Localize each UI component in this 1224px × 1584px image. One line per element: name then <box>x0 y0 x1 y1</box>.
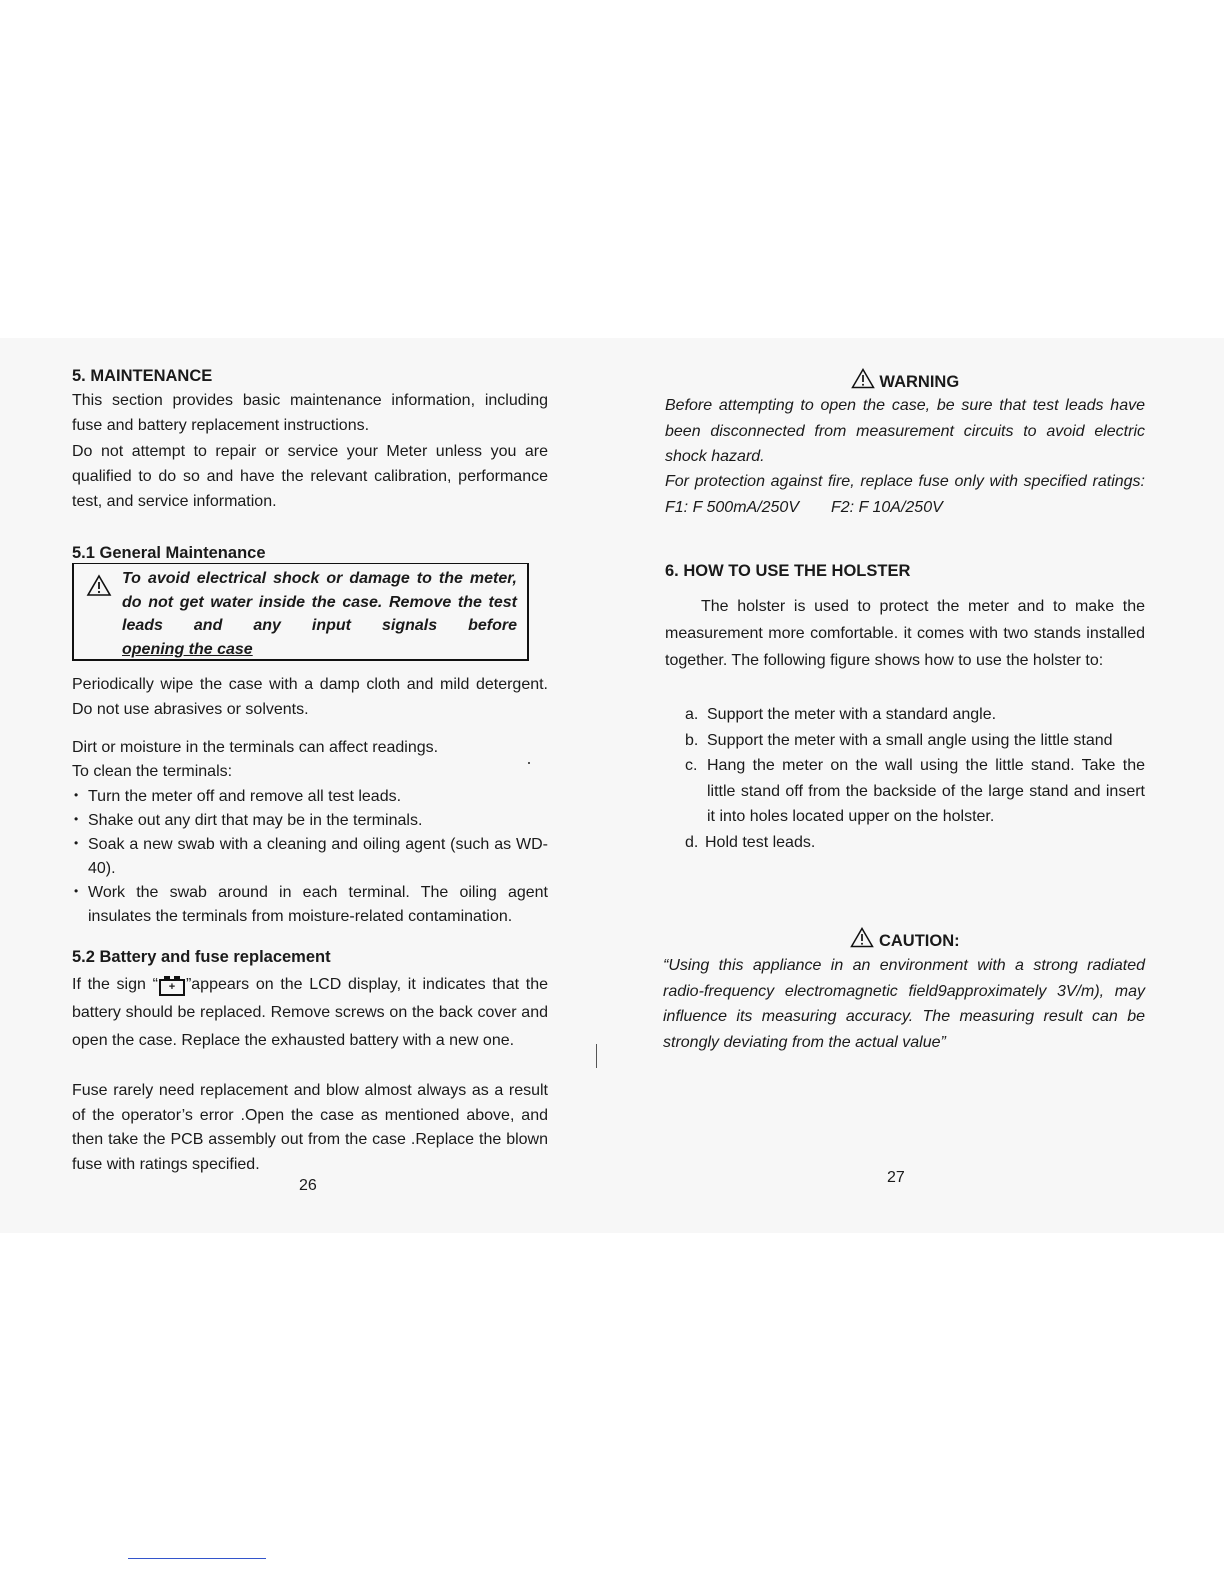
water-warning-last-line: opening the case <box>122 640 253 658</box>
holster-steps-list <box>665 702 1145 855</box>
holster-heading: 6. HOW TO USE THE HOLSTER <box>665 562 911 580</box>
battery-icon: + <box>159 979 185 996</box>
warning-title: WARNING <box>665 368 1145 394</box>
list-item: • Work the swab around in each terminal. The oiling agent insulates the terminals from moisture-related contamination. <box>72 881 548 929</box>
dirt-note: Dirt or moisture in the terminals can affect readings. <box>72 739 439 756</box>
bullet-icon: • <box>74 884 79 898</box>
list-item: • Shake out any dirt that may be in the terminals. <box>72 809 548 833</box>
maintenance-qualification: Do not attempt to repair or service your Meter unless you are qualified to do so and have the relevant calibration, performance test, and service information. <box>72 443 548 510</box>
holster-intro: The holster is used to protect the meter and to make the measurement more comfortable. it comes with two stands installed together. The following figure shows how to use the holster to: <box>665 598 1145 669</box>
wipe-instruction: Periodically wipe the case with a damp cloth and mild detergent. Do not use abrasives or solvents. <box>72 676 548 718</box>
list-item: b. Support the meter with a small angle using the little stand <box>685 731 1113 749</box>
list-item: • Soak a new swab with a cleaning and oiling agent (such as WD-40). <box>72 833 548 881</box>
manual-spread <box>0 338 1224 1233</box>
page-number-left: 26 <box>299 1177 317 1194</box>
warning-triangle-icon <box>851 368 875 394</box>
warning-triangle-icon <box>86 574 112 605</box>
battery-fuse-heading: 5.2 Battery and fuse replacement <box>72 948 331 966</box>
cleaning-steps-list <box>72 785 548 929</box>
maintenance-heading: 5. MAINTENANCE <box>72 367 213 385</box>
maintenance-intro: This section provides basic maintenance information, including fuse and battery replacement instructions. <box>72 392 548 434</box>
water-warning-box <box>72 563 529 661</box>
general-maintenance-heading: 5.1 General Maintenance <box>72 544 266 562</box>
warning-text-disconnect: Before attempting to open the case, be sure that test leads have been disconnected from measurement circuits to avoid electric shock hazard. <box>665 397 1145 465</box>
divider <box>128 1558 266 1559</box>
fuse-replacement-text: Fuse rarely need replacement and blow almost always as a result of the operator’s error .Open the case as mentioned above, and then take the PCB assembly out from the case .Replace the blown fuse with ratings specified. <box>72 1082 548 1173</box>
scan-mark <box>528 762 530 764</box>
clean-terminals-label: To clean the terminals: <box>72 763 233 780</box>
water-warning-text: To avoid electrical shock or damage to the meter, do not get water inside the case. Remove the test leads and any input signals before <box>122 570 517 634</box>
list-item: a. Support the meter with a standard angle. <box>685 706 997 723</box>
caution-title: CAUTION: <box>665 927 1145 953</box>
warning-triangle-icon <box>850 927 874 953</box>
bullet-icon: • <box>74 788 79 802</box>
list-item: • Turn the meter off and remove all test leads. <box>72 785 548 809</box>
list-item: d. Hold test leads. <box>685 833 816 851</box>
list-item: c. Hang the meter on the wall using the little stand. Take the little stand off from the backside of the large stand and insert it into holes located upper on the holster. <box>685 757 1145 825</box>
bullet-icon: • <box>74 812 79 826</box>
scan-mark <box>596 1044 597 1068</box>
warning-text-fuse: For protection against fire, replace fuse only with specified ratings: F1: F 500mA/250V F2: F 10A/250V <box>665 473 1150 516</box>
caution-text: “Using this appliance in an environment with a strong radiated radio-frequency electromagnetic field9approximately 3V/m), may influence its measuring accuracy. The measuring result can be strongly deviating from the actual value” <box>663 957 1145 1051</box>
page-number-right: 27 <box>887 1169 905 1186</box>
bullet-icon: • <box>74 836 79 850</box>
battery-replacement-text: If the sign “ + ”appears on the LCD display, it indicates that the battery should be replaced. Remove screws on the back cover and open the case. Replace the exhausted battery with a new one. <box>72 976 548 1049</box>
